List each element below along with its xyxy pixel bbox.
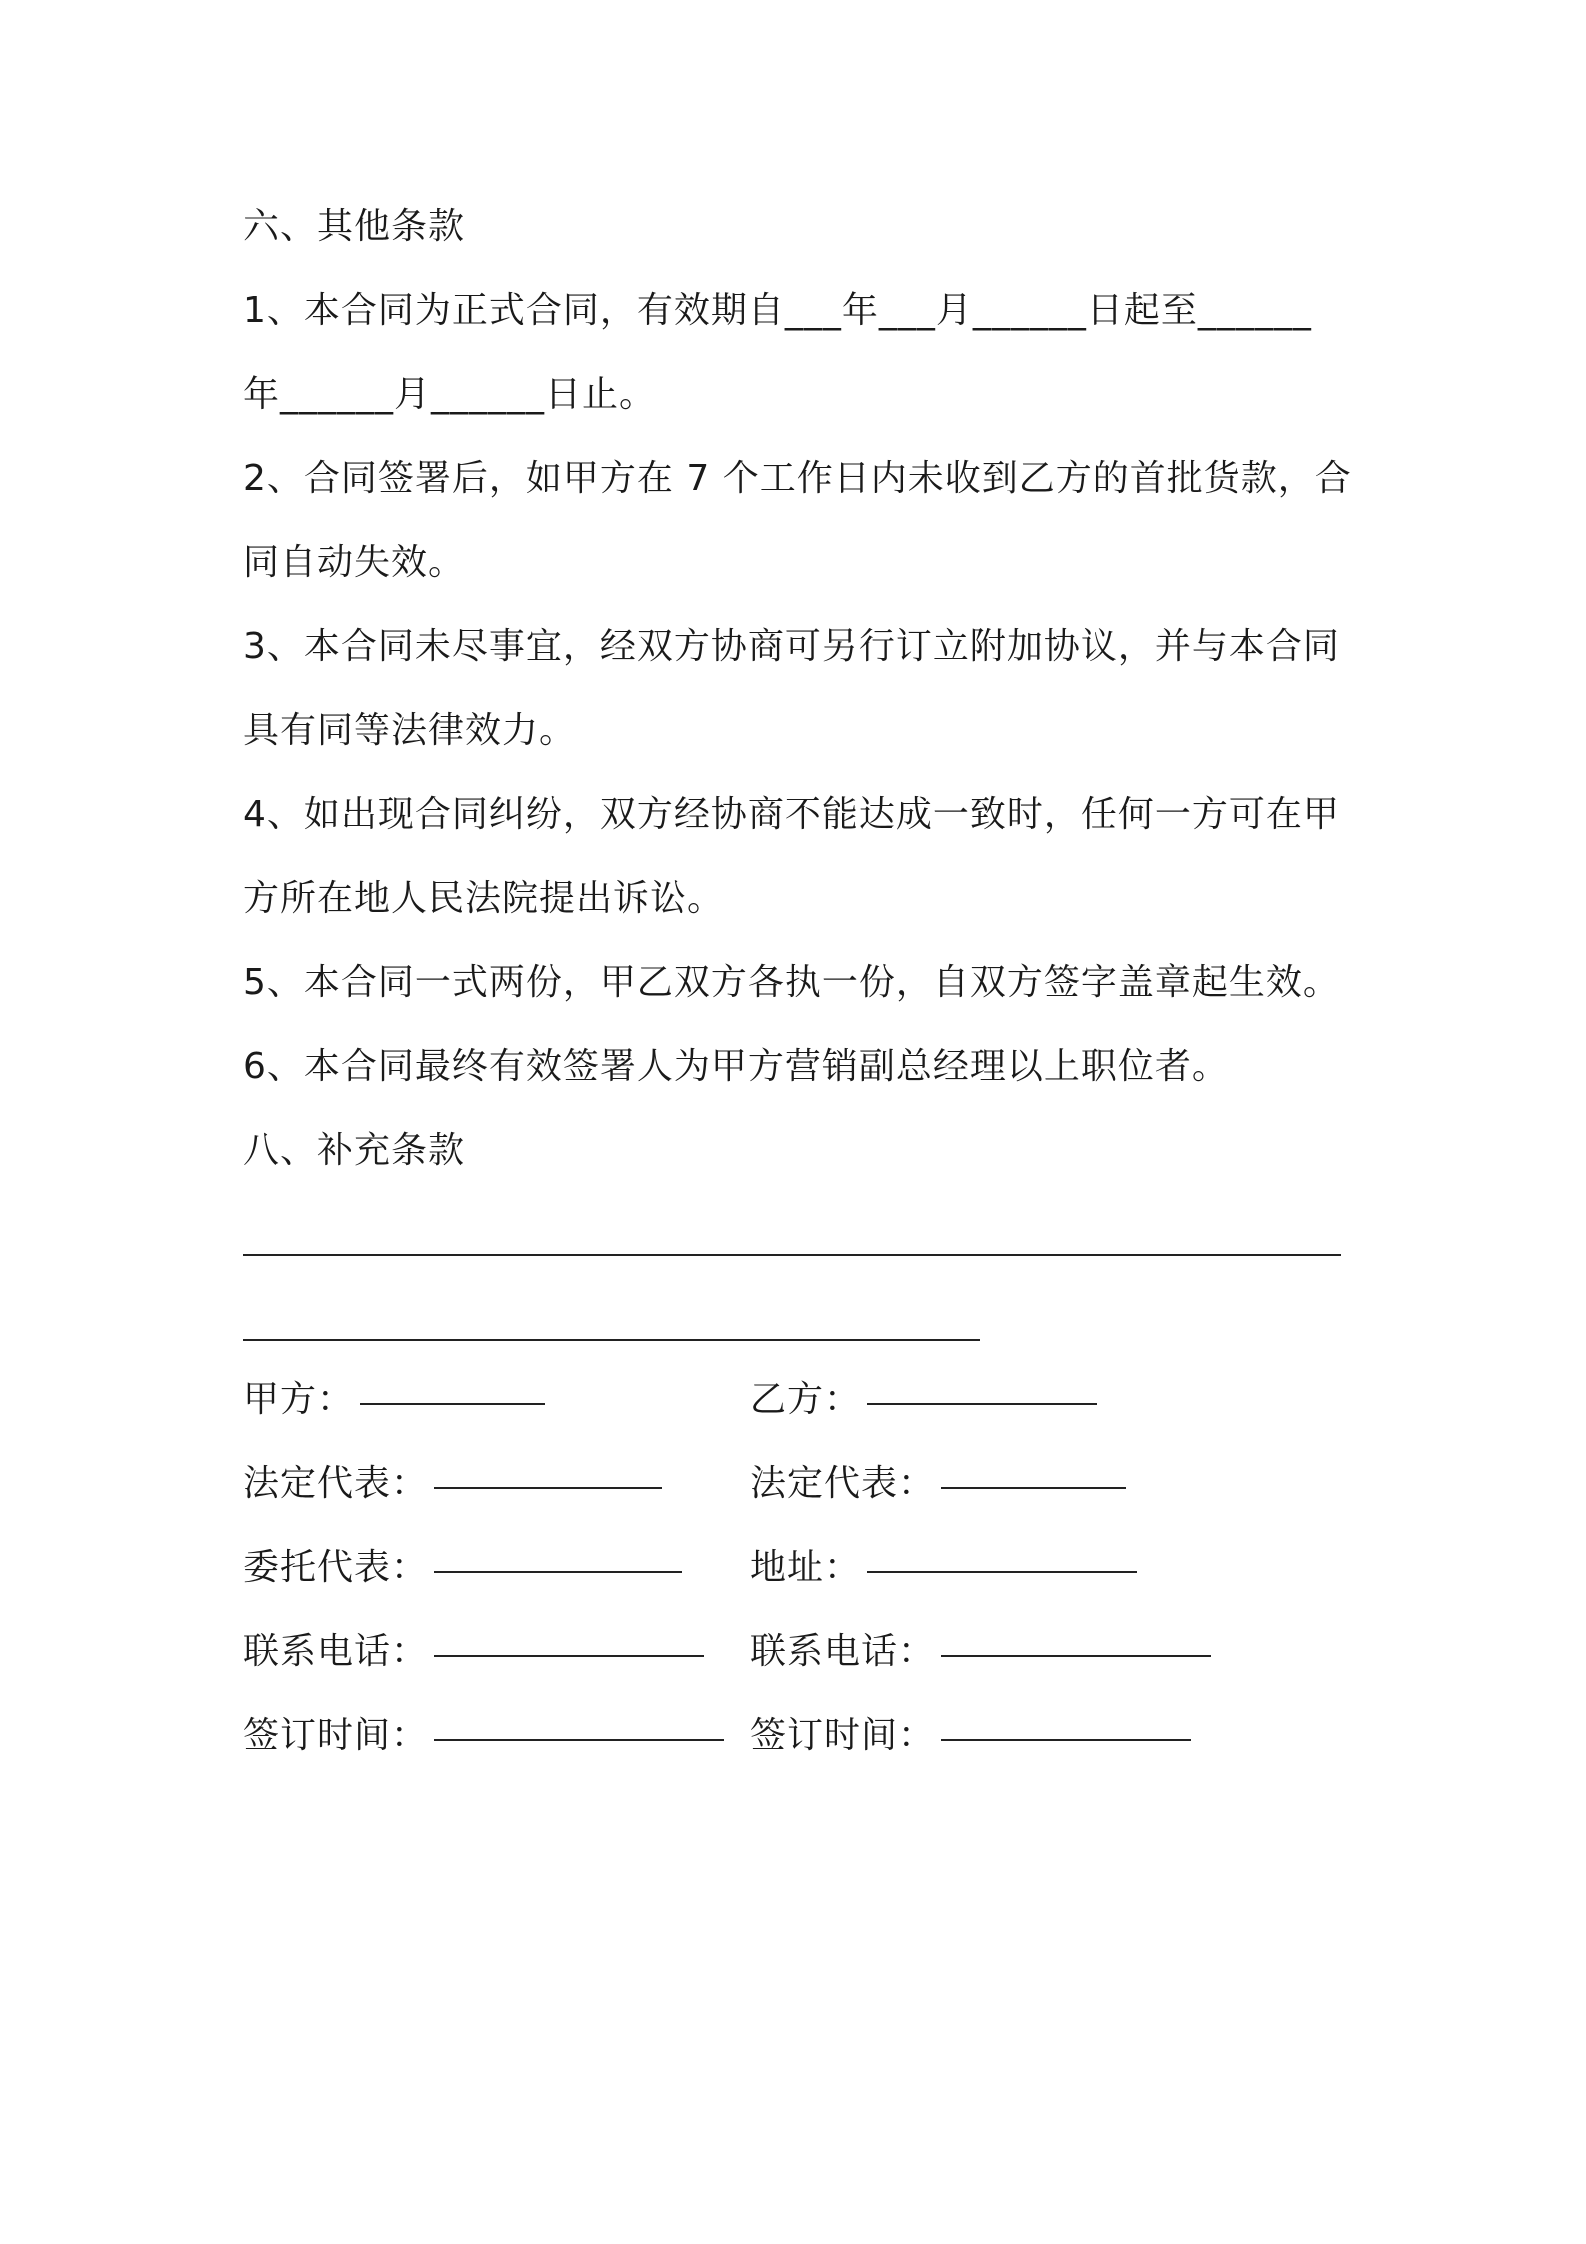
party-b-address-row xyxy=(750,1544,1137,1592)
party-b-address-label: 地址： xyxy=(750,1547,862,1588)
party-b-name-row xyxy=(750,1376,1097,1424)
section-8-heading: 八、补充条款 xyxy=(243,1130,466,1171)
party-a-phone-label: 联系电话： xyxy=(243,1631,429,1672)
party-a-date-row xyxy=(243,1712,724,1760)
party-b-rep-label: 法定代表： xyxy=(750,1463,936,1504)
party-b-address-blank xyxy=(867,1571,1137,1573)
party-b-name-blank xyxy=(867,1403,1097,1405)
clause-2-line-1: 2、合同签署后，如甲方在 7 个工作日内未收到乙方的首批货款，合 xyxy=(243,458,1352,499)
party-b-date-row xyxy=(750,1712,1191,1760)
party-b-date-label: 签订时间： xyxy=(750,1715,936,1756)
clause-6: 6、本合同最终有效签署人为甲方营销副总经理以上职位者。 xyxy=(243,1046,1229,1087)
party-b-rep-row xyxy=(750,1460,1126,1508)
party-a-name-label: 甲方： xyxy=(243,1379,355,1420)
party-a-rep-label: 法定代表： xyxy=(243,1463,429,1504)
party-a-rep-blank xyxy=(434,1487,662,1489)
party-b-phone-row xyxy=(750,1628,1211,1676)
party-a-date-label: 签订时间： xyxy=(243,1715,429,1756)
clause-4-line-1: 4、如出现合同纠纷，双方经协商不能达成一致时，任何一方可在甲 xyxy=(243,794,1340,835)
clause-1-line-1: 1、本合同为正式合同，有效期自___年___月______日起至______ xyxy=(243,290,1312,331)
clause-2-line-2: 同自动失效。 xyxy=(243,542,466,583)
supplementary-blank-line-1 xyxy=(243,1254,1341,1256)
party-b-date-blank xyxy=(941,1739,1191,1741)
clause-4-line-2: 方所在地人民法院提出诉讼。 xyxy=(243,878,725,919)
party-a-date-blank xyxy=(434,1739,724,1741)
clause-5: 5、本合同一式两份，甲乙双方各执一份，自双方签字盖章起生效。 xyxy=(243,962,1340,1003)
party-a-name-blank xyxy=(360,1403,545,1405)
party-a-phone-blank xyxy=(434,1655,704,1657)
section-6-heading: 六、其他条款 xyxy=(243,206,466,247)
party-a-rep-row xyxy=(243,1460,662,1508)
supplementary-blank-line-2 xyxy=(243,1339,980,1341)
party-a-name-row xyxy=(243,1376,545,1424)
party-a-agent-blank xyxy=(434,1571,682,1573)
party-a-agent-row xyxy=(243,1544,682,1592)
clause-3-line-2: 具有同等法律效力。 xyxy=(243,710,577,751)
party-a-agent-label: 委托代表： xyxy=(243,1547,429,1588)
party-a-phone-row xyxy=(243,1628,704,1676)
party-b-phone-label: 联系电话： xyxy=(750,1631,936,1672)
clause-1-line-2: 年______月______日止。 xyxy=(243,374,657,415)
party-b-rep-blank xyxy=(941,1487,1126,1489)
party-b-name-label: 乙方： xyxy=(750,1379,862,1420)
clause-3-line-1: 3、本合同未尽事宜，经双方协商可另行订立附加协议，并与本合同 xyxy=(243,626,1340,667)
party-b-phone-blank xyxy=(941,1655,1211,1657)
